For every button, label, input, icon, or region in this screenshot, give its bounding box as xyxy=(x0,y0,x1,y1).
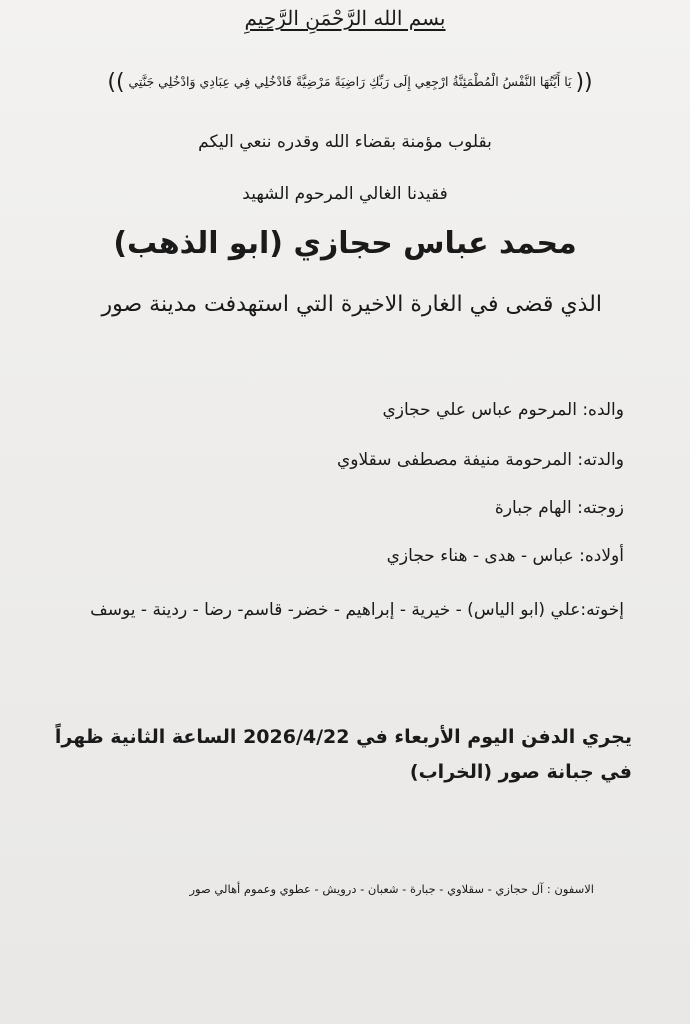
mourners-line: الاسفون : آل حجازي - سقلاوي - جبارة - شعبان - درويش - عطوي وعموم أهالي صور xyxy=(189,882,594,896)
subtitle-line: فقيدنا الغالي المرحوم الشهيد xyxy=(242,184,448,204)
children-line: أولاده: عباس - هدى - هناء حجازي xyxy=(386,546,624,566)
siblings-line: إخوته:علي (ابو الياس) - خيرية - إبراهيم - خضر- قاسم- رضا - ردينة - يوسف xyxy=(90,600,624,620)
father-line: والده: المرحوم عباس علي حجازي xyxy=(382,400,624,420)
deceased-name: محمد عباس حجازي (ابو الذهب) xyxy=(113,226,577,261)
verse-text: يَا أَيَّتُهَا النَّفْسُ الْمُطْمَئِنَّةُ ارْجِعِي إِلَى رَبِّكِ رَاضِيَةً مَرْضِيَّةً فَادْخُلِي فِي عِبَادِي وَادْخُلِي جَنَّتِي xyxy=(128,74,572,89)
intro-line: بقلوب مؤمنة بقضاء الله وقدره ننعي اليكم xyxy=(198,132,492,152)
verse-open-bracket: (( xyxy=(575,70,593,95)
wife-line: زوجته: الهام جبارة xyxy=(494,498,624,518)
verse-close-bracket: )) xyxy=(107,70,125,95)
mother-line: والدته: المرحومة منيفة مصطفى سقلاوي xyxy=(337,450,624,470)
circumstance-line: الذي قضى في الغارة الاخيرة التي استهدفت مدينة صور xyxy=(101,292,602,317)
basmala-heading: بسم الله الرَّحْمَنِ الرَّحِيمِ xyxy=(244,6,446,30)
quran-verse xyxy=(30,70,670,95)
burial-notice: يجري الدفن اليوم الأربعاء في 2026/4/22 الساعة الثانية ظهراً في جبانة صور (الخراب) xyxy=(54,726,632,783)
